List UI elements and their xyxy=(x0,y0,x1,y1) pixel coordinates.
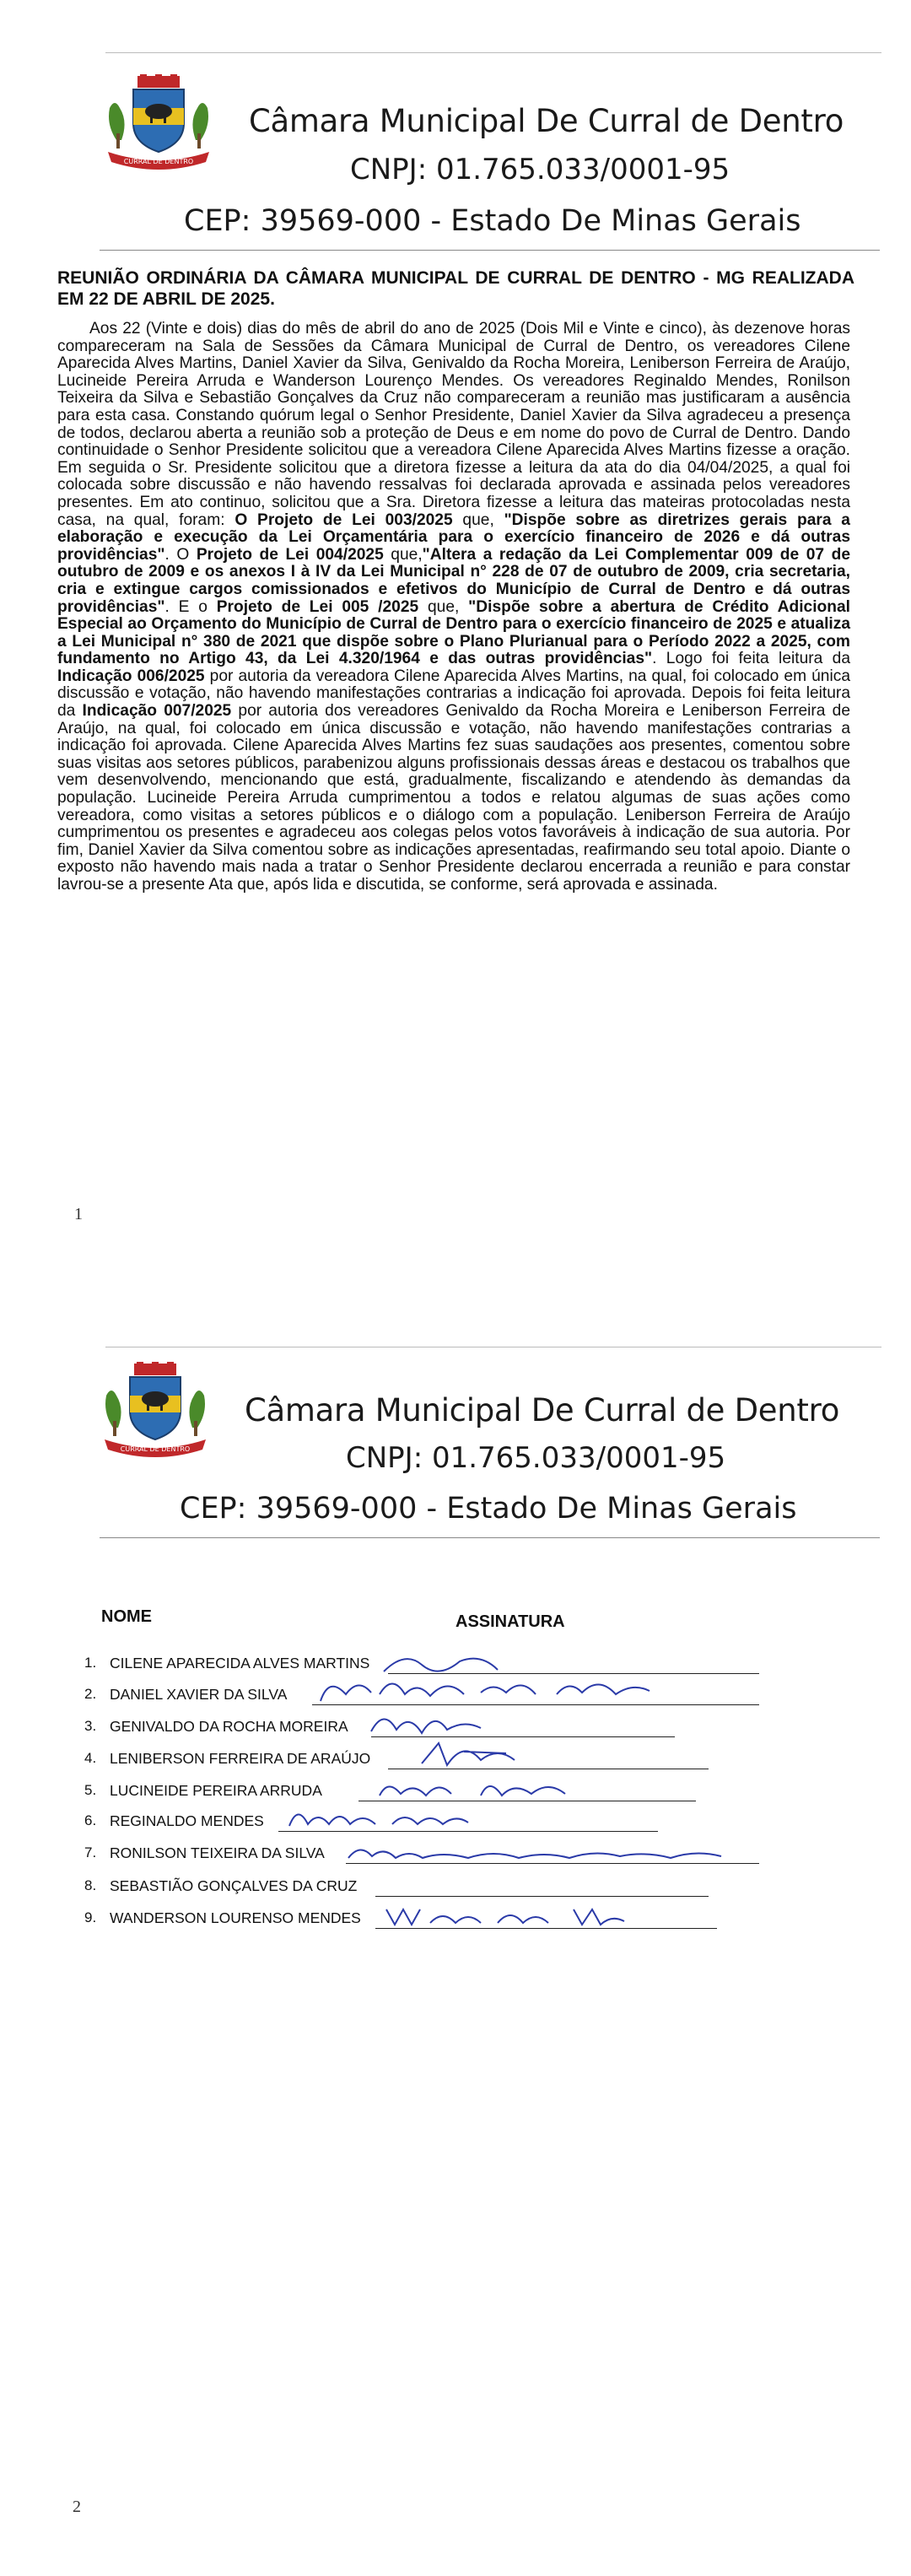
meeting-title: REUNIÃO ORDINÁRIA DA CÂMARA MUNICIPAL DE CURRAL DE DENTRO - MG REALIZADA EM 22 DE ABRIL DE 2025. xyxy=(57,268,854,309)
councillor-name: WANDERSON LOURENSO MENDES xyxy=(110,1909,361,1926)
cnpj-line: CNPJ: 01.765.033/0001-95 xyxy=(350,153,730,186)
chamber-title: Câmara Municipal De Curral de Dentro xyxy=(245,1392,840,1428)
bill-004-ref: Projeto de Lei 004/2025 xyxy=(196,545,384,564)
header-rule xyxy=(100,250,880,251)
page-2 xyxy=(0,1281,911,2576)
bill-005-summary: "Dispõe sobre a abertura de Crédito Adicional Especial ao Orçamento do Município de Curral de Dentro para o exercício financeiro de 2025 e atualiza a Lei Municipal n° 380 de 2021 que dispõe sobre o Plano Plurianual para o Período 2022 a 2025, com fundamento no Artigo 43, da Lei 4.320/1964 e das outras providências" xyxy=(57,597,850,668)
signatory-row xyxy=(84,1901,844,1935)
handwritten-signature xyxy=(312,1669,700,1709)
chamber-title: Câmara Municipal De Curral de Dentro xyxy=(249,103,844,139)
bill-003-summary: "Dispõe sobre as diretrizes gerais para a elaboração e execução da Lei Orçamentária para o exercício financeiro de 2026 e dá outras providências" xyxy=(57,510,850,564)
row-number: 3. xyxy=(84,1718,97,1734)
minutes-text: que, xyxy=(418,597,469,616)
signature-line xyxy=(375,1896,709,1897)
bill-003-ref: O Projeto de Lei 003/2025 xyxy=(234,510,453,529)
top-rule xyxy=(105,52,881,53)
councillor-name: GENIVALDO DA ROCHA MOREIRA xyxy=(110,1718,348,1735)
page-1 xyxy=(0,0,911,1281)
councillor-name: LENIBERSON FERREIRA DE ARAÚJO xyxy=(110,1750,371,1767)
row-number: 5. xyxy=(84,1782,97,1798)
page-number: 1 xyxy=(74,1205,83,1223)
handwritten-signature xyxy=(413,1735,582,1774)
signature-column-header: ASSINATURA xyxy=(456,1612,565,1631)
bill-005-ref: Projeto de Lei 005 /2025 xyxy=(216,597,419,616)
row-number: 6. xyxy=(84,1812,97,1828)
row-number: 8. xyxy=(84,1877,97,1893)
handwritten-signature xyxy=(380,1898,650,1933)
handwritten-signature xyxy=(342,1834,755,1868)
municipal-coat-of-arms-logo xyxy=(88,1362,223,1463)
minutes-text: que, xyxy=(383,545,423,564)
councillor-name: REGINALDO MENDES xyxy=(110,1812,264,1829)
minutes-body xyxy=(57,321,850,894)
minutes-text: . E o xyxy=(164,597,217,616)
svg-text:CURRAL DE DENTRO: CURRAL DE DENTRO xyxy=(120,1445,191,1453)
bill-004-summary: "Altera a redação da Lei Complementar 009 de 07 de outubro de 2009 e os anexos I à IV da Lei Municipal n° 228 de 07 de outubro de 2009, cria secretaria, cria e extingue cargos comissionados e efetivos do Município de Curral de Dentro e dá outras providências" xyxy=(57,545,850,616)
handwritten-signature xyxy=(283,1799,485,1836)
indication-006-ref: Indicação 006/2025 xyxy=(57,667,205,685)
cep-line: CEP: 39569-000 - Estado De Minas Gerais xyxy=(184,204,801,238)
row-number: 7. xyxy=(84,1844,97,1860)
councillor-name: CILENE APARECIDA ALVES MARTINS xyxy=(110,1655,370,1671)
header-rule xyxy=(100,1537,880,1538)
cnpj-line: CNPJ: 01.765.033/0001-95 xyxy=(346,1441,726,1475)
minutes-text: por autoria da vereadora Cilene Aparecida Alves Martins, na qual, foi colocado em única discussão e votação, não havendo manifestações contrarias a indicação foi aprovada. Depois foi feita leitura da xyxy=(57,667,850,721)
minutes-text: que, xyxy=(452,510,504,529)
row-number: 2. xyxy=(84,1686,97,1702)
municipal-coat-of-arms-logo xyxy=(91,74,226,176)
cep-line: CEP: 39569-000 - Estado De Minas Gerais xyxy=(180,1492,797,1526)
signatory-row xyxy=(84,1836,844,1870)
minutes-text: . Logo foi feita leitura da xyxy=(652,650,851,668)
row-number: 1. xyxy=(84,1655,97,1671)
minutes-text: por autoria dos vereadores Genivaldo da Rocha Moreira e Leniberson Ferreira de Araújo, na qual, foi colocado em única discussão e votação, não havendo manifestações contrarias a indicação foi aprovada. Cilene Aparecida Alves Martins fez suas saudações aos presentes, comentou sobre suas visitas aos setores públicos, parabenizou alguns profissionais dessas áreas e destacou os trabalhos que vem desenvolvendo, mencionando que está, gradualmente, fiscalizando e atendendo às demandas da população. Lucineide Pereira Arruda cumprimentou a todos e relatou algumas de suas ações como vereadora, como visitas a setores públicos e o diálogo com a população. Leniberson Ferreira de Araújo cumprimentou os presentes e agradeceu aos colegas pelos votos favoráveis à indicação de sua autoria. Por fim, Daniel Xavier da Silva comentou sobre as indicações apresentadas, reafirmando seu total apoio. Diante o exposto não havendo mais nada a tratar o Senhor Presidente declarou encerrada a reunião e para constar lavrou-se a presente Ata que, após lida e discutida, se conforme, será aprovada e assinada. xyxy=(57,702,850,894)
councillor-name: DANIEL XAVIER DA SILVA xyxy=(110,1686,288,1703)
name-column-header: NOME xyxy=(101,1607,152,1626)
indication-007-ref: Indicação 007/2025 xyxy=(82,702,232,721)
page-number: 2 xyxy=(73,2498,81,2516)
minutes-text: Aos 22 (Vinte e dois) dias do mês de abril do ano de 2025 (Dois Mil e Vinte e cinco), às dezenove horas compareceram na Sala de Sessões da Câmara Municipal de Curral de Dentro, os vereadores Cilene Aparecida Alves Martins, Daniel Xavier da Silva, Genivaldo da Rocha Moreira, Leniberson Ferreira de Araújo, Lucineide Pereira Arruda e Wanderson Lourenço Mendes. Os vereadores Reginaldo Mendes, Ronilson Teixeira da Silva e Sebastião Gonçalves da Cruz não compareceram a reunião mas justificaram a ausência para esta casa. Constando quórum legal o Senhor Presidente, Daniel Xavier da Silva agradeceu a presença de todos, declarou aberta a reunião sob a proteção de Deus e em nome do povo de Curral de Dentro. Dando continuidade o Senhor Presidente solicitou que a vereadora Cilene Aparecida Alves Martins fizesse a oração. Em seguida o Sr. Presidente solicitou que a diretora fizesse a leitura da ata do dia 04/04/2025, a qual foi colocada sobre discussão e não havendo ressalvas foi declarada aprovada e assinada pelos vereadores presentes. Em ato continuo, solicitou que a Sra. Diretora fizesse a leitura das mateiras protocoladas nesta casa, na qual, foram: xyxy=(57,320,850,529)
signatory-row xyxy=(84,1804,844,1838)
minutes-paragraph xyxy=(57,321,850,894)
councillor-name: LUCINEIDE PEREIRA ARRUDA xyxy=(110,1782,322,1799)
row-number: 9. xyxy=(84,1909,97,1925)
minutes-text: . O xyxy=(164,545,197,564)
councillor-name: RONILSON TEIXEIRA DA SILVA xyxy=(110,1844,325,1861)
councillor-name: SEBASTIÃO GONÇALVES DA CRUZ xyxy=(110,1877,358,1894)
svg-text:CURRAL DE DENTRO: CURRAL DE DENTRO xyxy=(123,158,194,165)
row-number: 4. xyxy=(84,1750,97,1766)
